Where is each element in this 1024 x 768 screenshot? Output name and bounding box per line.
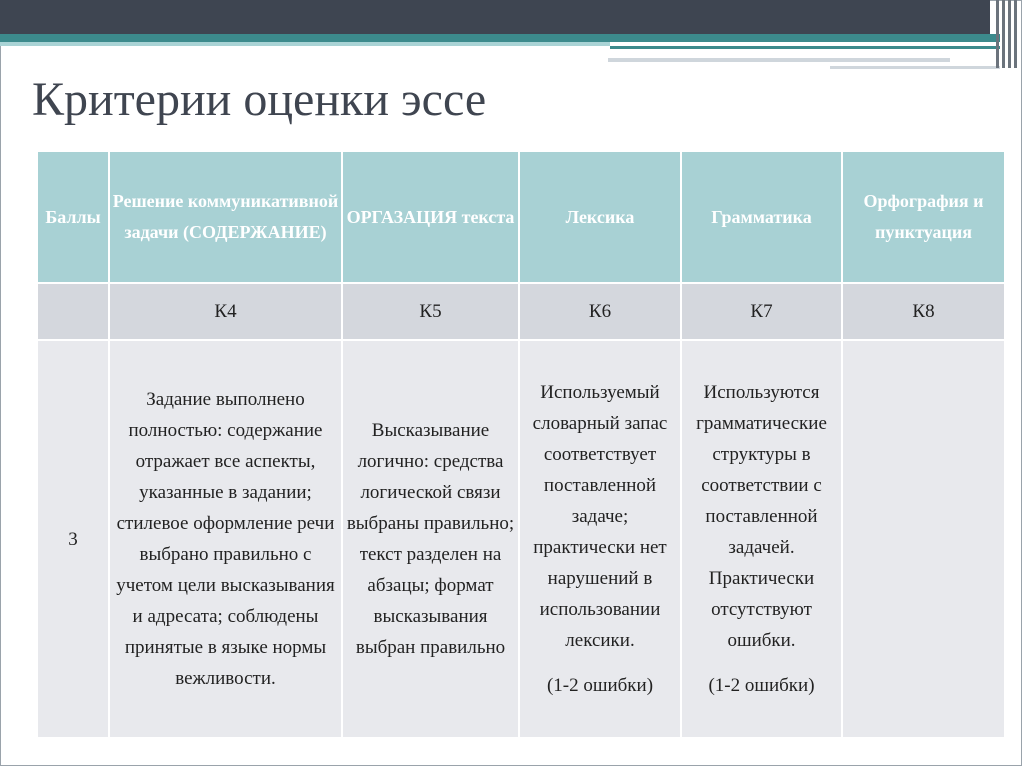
header-cell-organization: ОРГАЗАЦИЯ текста <box>342 151 519 283</box>
banner-teal-bar <box>0 34 1000 42</box>
code-cell-k6: К6 <box>519 283 681 340</box>
header-cell-vocabulary: Лексика <box>519 151 681 283</box>
k6-description: Используемый словарный запас соответствует поставленной задаче; практически нет нарушений в использовании лексики. <box>532 382 668 651</box>
banner-dark-bar <box>0 0 990 34</box>
k7-error-note: (1-2 ошибки) <box>708 675 815 696</box>
header-cell-score: Баллы <box>37 151 109 283</box>
code-cell-empty <box>37 283 109 340</box>
k7-cell <box>681 340 842 738</box>
code-cell-k8: К8 <box>842 283 1005 340</box>
criteria-codes-row <box>37 283 1005 340</box>
banner-gray-line <box>608 58 950 62</box>
table-header-row <box>37 151 1005 283</box>
criteria-table <box>36 150 1006 739</box>
header-cell-content: Решение коммуникативной задачи (СОДЕРЖАНИЕ) <box>109 151 342 283</box>
score-cell: 3 <box>37 340 109 738</box>
banner-light-teal-bar <box>0 42 610 46</box>
code-cell-k5: К5 <box>342 283 519 340</box>
k5-description: Высказывание логично: средства логической связи выбраны правильно; текст разделен на абзацы; формат высказывания выбран правильно <box>342 340 519 738</box>
k4-description: Задание выполнено полностью: содержание отражает все аспекты, указанные в задании; стилевое оформление речи выбрано правильно с учетом цели высказывания и адресата; соблюдены принятые в языке нормы вежливости. <box>109 340 342 738</box>
header-cell-grammar: Грамматика <box>681 151 842 283</box>
k6-cell <box>519 340 681 738</box>
k7-description: Используются грамматические структуры в соответствии с поставленной задачей. Практически отсутствуют ошибки. <box>696 382 827 651</box>
k8-description <box>842 340 1005 738</box>
code-cell-k7: К7 <box>681 283 842 340</box>
banner-gray-line-short <box>830 66 1000 69</box>
header-cell-spelling: Орфография и пунктуация <box>842 151 1005 283</box>
banner-stripes <box>996 0 1020 68</box>
k6-error-note: (1-2 ошибки) <box>546 675 654 696</box>
code-cell-k4: К4 <box>109 283 342 340</box>
slide-title: Критерии оценки эссе <box>32 73 487 126</box>
banner-accent-line <box>610 46 1000 49</box>
score-3-row <box>37 340 1005 738</box>
